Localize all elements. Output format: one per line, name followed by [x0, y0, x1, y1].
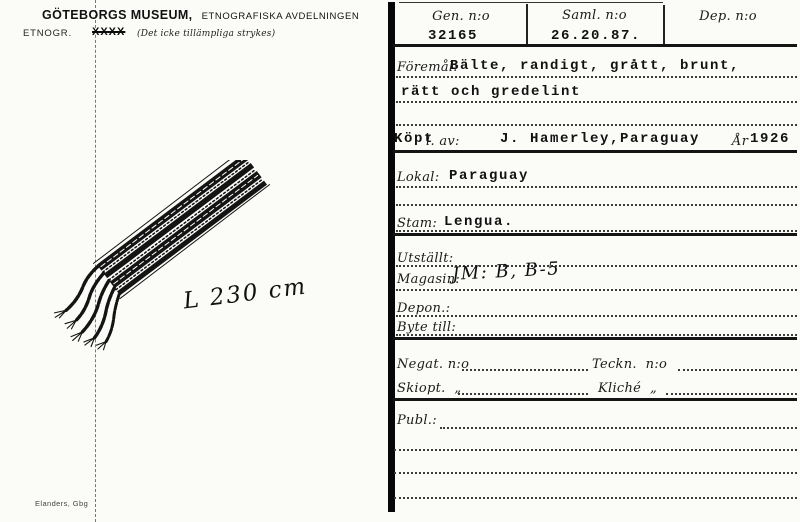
etnogr-label: ETNOGR. [23, 28, 72, 39]
acquisition-value: J. Hamerley,Paraguay [500, 131, 701, 147]
writing-line [396, 204, 797, 206]
rule-header [393, 44, 797, 47]
rule-skiopt [393, 398, 797, 401]
gen-no-value: 32165 [428, 28, 479, 44]
card-top-line [399, 2, 663, 3]
printer-mark: Elanders, Gbg [35, 499, 89, 508]
writing-line [440, 427, 797, 429]
writing-line [394, 449, 797, 451]
writing-line [396, 230, 797, 232]
year-value: 1926 [750, 131, 791, 147]
saml-no-label: Saml. n:o [562, 8, 627, 23]
strike-instruction: (Det icke tillämpliga strykes) [137, 29, 276, 39]
depon-label: Depon.: [397, 301, 451, 316]
card-edge-bar [388, 2, 395, 512]
stam-label: Stam: [397, 216, 438, 231]
stam-value: Lengua. [444, 214, 515, 230]
lokal-value: Paraguay [449, 168, 530, 184]
gen-no-label: Gen. n:o [432, 9, 490, 24]
foremal-value-line1: Bälte, randigt, grått, brunt, [450, 58, 741, 74]
foremal-value-line2: rätt och gredelint [401, 84, 582, 100]
writing-line [396, 76, 797, 78]
rule-stam [393, 233, 797, 236]
writing-line [396, 334, 797, 336]
length-annotation: L 230 cm [181, 273, 309, 315]
writing-line [396, 124, 797, 126]
magasin-handwritten-value: JM: B, B-5 [451, 258, 561, 285]
struck-out-text: XXXX [92, 26, 126, 38]
writing-line [666, 393, 797, 395]
belt-drawing [18, 160, 278, 378]
foremal-label: Föremål: [397, 60, 459, 75]
left-header [42, 8, 359, 22]
writing-line [396, 186, 797, 188]
publ-label: Publ.: [397, 413, 437, 428]
rule-byte [393, 337, 797, 340]
writing-line [394, 497, 797, 499]
lokal-label: Lokal: [397, 170, 440, 185]
teckn-no-label: Teckn. n:o [592, 357, 668, 372]
utstallt-label: Utställt: [397, 251, 454, 266]
writing-line [396, 315, 797, 317]
museum-title: GÖTEBORGS MUSEUM, [42, 8, 193, 22]
kliche-label: Kliché „ [598, 381, 658, 396]
acquisition-label: l. av: [426, 134, 460, 149]
negat-no-label: Negat. n:o [397, 357, 470, 372]
museum-department: ETNOGRAFISKA AVDELNINGEN [201, 11, 360, 22]
writing-line [462, 369, 588, 371]
writing-line [394, 472, 797, 474]
year-label: År [732, 134, 749, 149]
skiopt-label: Skiopt. „ [397, 381, 462, 396]
writing-line [458, 393, 588, 395]
writing-line [396, 289, 797, 291]
saml-no-value: 26.20.87. [551, 28, 642, 44]
writing-line [678, 369, 797, 371]
rule-acquisition [393, 150, 797, 153]
writing-line [396, 101, 797, 103]
dep-no-label: Dep. n:o [699, 9, 757, 24]
acquisition-typed-word: Köpt [394, 131, 435, 147]
magasin-label: Magasin: [397, 272, 461, 287]
byte-till-label: Byte till: [397, 320, 457, 335]
